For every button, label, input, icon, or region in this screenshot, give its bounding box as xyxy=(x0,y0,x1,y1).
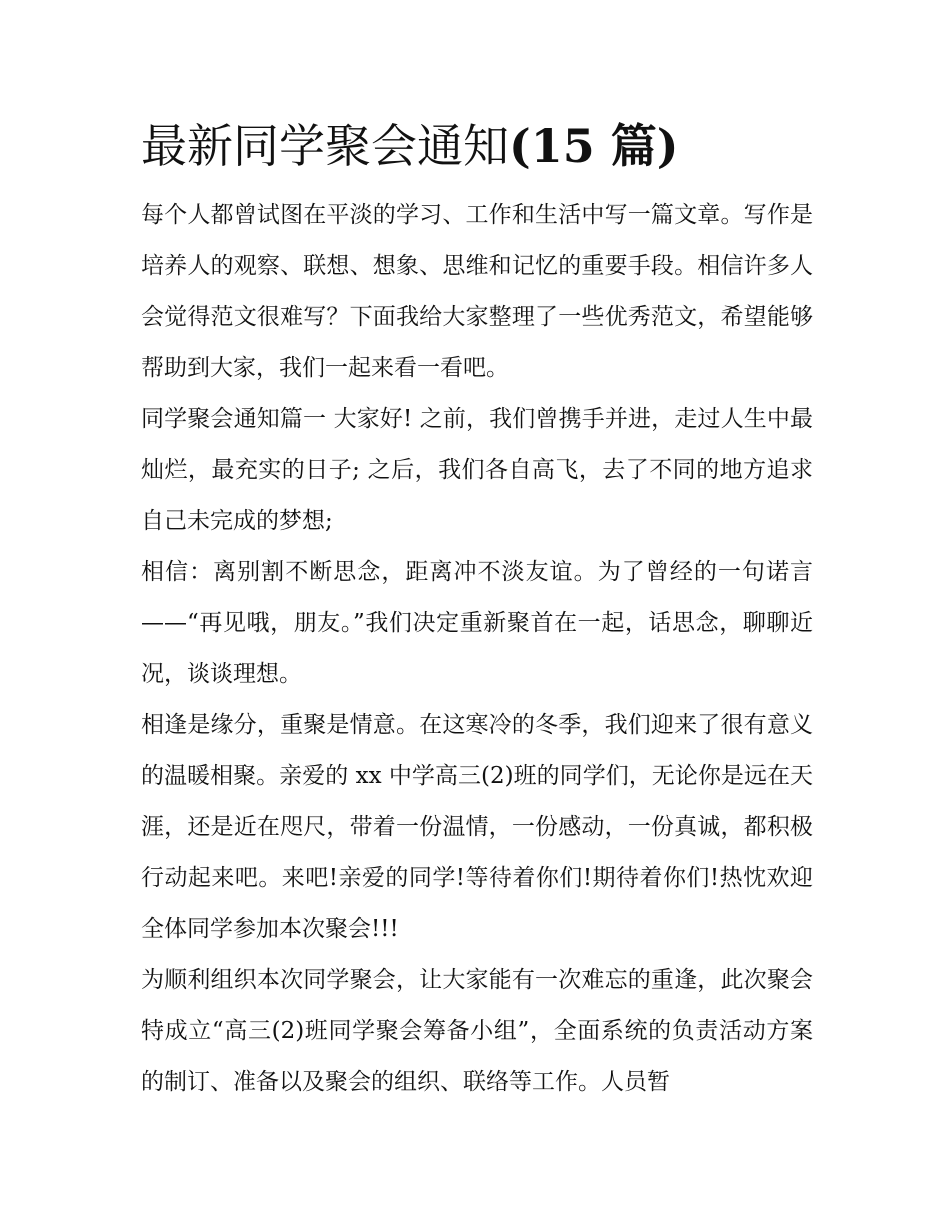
document-body xyxy=(141,112,813,1108)
paragraph-intro: 每个人都曾试图在平淡的学习、工作和生活中写一篇文章。写作是培养人的观察、联想、想象、思维和记忆的重要手段。相信许多人会觉得范文很难写？下面我给大家整理了一些优秀范文，希望能够帮助到大家，我们一起来看一看吧。 xyxy=(141,202,813,381)
title-count: (15 篇) xyxy=(509,119,679,173)
paragraph-organization: 为顺利组织本次同学聚会，让大家能有一次难忘的重逢，此次聚会特成立“高三(2)班同学聚会筹备小组”，全面系统的负责活动方案的制订、准备以及聚会的组织、联络等工作。人员暂 xyxy=(141,967,813,1095)
paragraph-belief: 相信：离别割不断思念，距离冲不淡友谊。为了曾经的一句诺言——“再见哦，朋友。”我们决定重新聚首在一起，话思念，聊聊近况，谈谈理想。 xyxy=(141,559,813,687)
title-text: 最新同学聚会通知 xyxy=(141,119,509,173)
paragraph-greeting: 同学聚会通知篇一 大家好! 之前，我们曾携手并进，走过人生中最灿烂，最充实的日子; 之后，我们各自高飞，去了不同的地方追求自己未完成的梦想; xyxy=(141,406,813,534)
page-title xyxy=(141,112,813,180)
paragraph-invitation: 相逢是缘分，重聚是情意。在这寒冷的冬季，我们迎来了很有意义的温暖相聚。亲爱的 xx 中学高三(2)班的同学们，无论你是远在天涯，还是近在咫尺，带着一份温情，一份感动，一份真诚，都积极行动起来吧。来吧!亲爱的同学!等待着你们!期待着你们!热忱欢迎全体同学参加本次聚会!!! xyxy=(141,712,813,942)
